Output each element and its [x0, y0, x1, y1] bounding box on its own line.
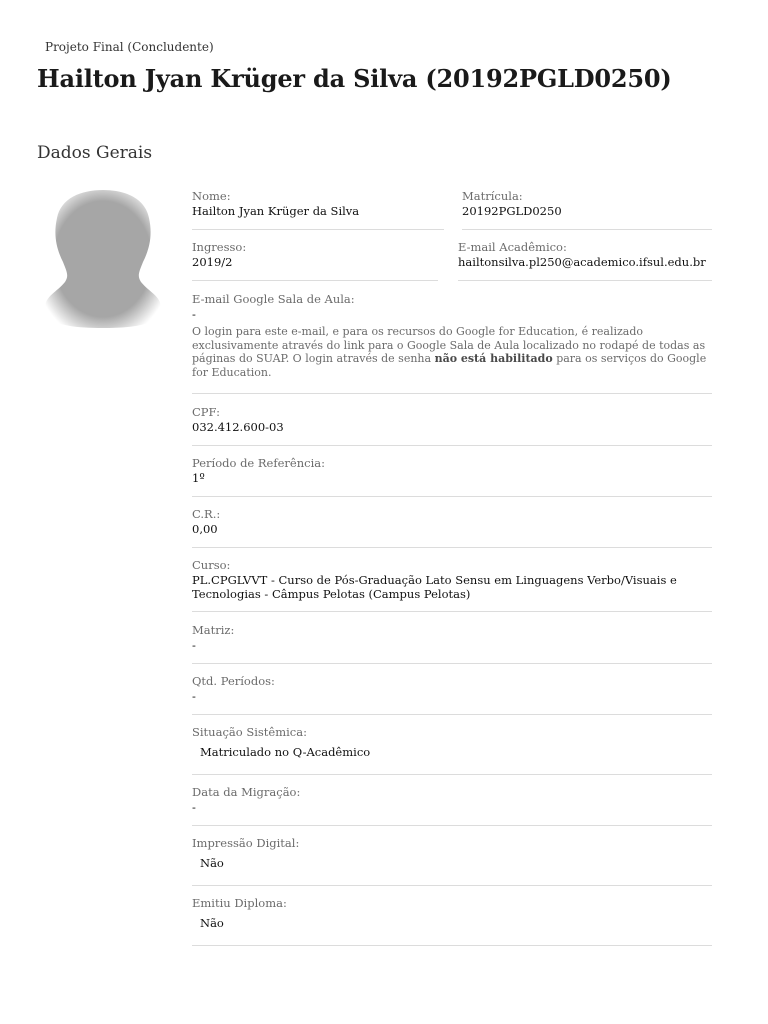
google-login-note	[192, 325, 712, 379]
data-migracao-value: -	[192, 800, 196, 814]
qtd-periodos-value: -	[192, 689, 196, 703]
cr-label: C.R.:	[192, 507, 221, 521]
divider	[192, 945, 712, 946]
field-matriz	[192, 623, 712, 653]
field-email-google	[192, 292, 712, 379]
diploma-label: Emitiu Diploma:	[192, 896, 287, 910]
note-text: O login para este e-mail, e para os recursos do Google for Education, é realizado exclusivamente através do link para o Google Sala de Aula localizado no rodapé de todas as páginas do SUAP. O login através de senha	[192, 325, 706, 365]
cpf-label: CPF:	[192, 405, 220, 419]
email-google-value: -	[192, 307, 196, 321]
nome-label: Nome:	[192, 189, 231, 203]
ingresso-label: Ingresso:	[192, 240, 247, 254]
periodo-label: Período de Referência:	[192, 456, 325, 470]
email-academico-value: hailtonsilva.pl250@academico.ifsul.edu.br	[458, 255, 706, 269]
note-text: para os serviços do Google for Education.	[192, 352, 707, 379]
field-cpf	[192, 405, 712, 435]
situacao-label: Situação Sistêmica:	[192, 725, 307, 739]
cpf-value: 032.412.600-03	[192, 420, 284, 434]
note-emphasis: não está habilitado	[434, 352, 553, 365]
divider	[192, 714, 712, 715]
email-academico-label: E-mail Acadêmico:	[458, 240, 567, 254]
divider	[192, 280, 438, 281]
curso-label: Curso:	[192, 558, 231, 572]
field-cr	[192, 507, 712, 537]
status-badge: Projeto Final (Concludente)	[45, 40, 214, 54]
divider	[192, 229, 444, 230]
divider	[192, 774, 712, 775]
field-emitiu-diploma	[192, 896, 712, 931]
field-matricula	[462, 189, 712, 219]
divider	[192, 393, 712, 394]
divider	[192, 496, 712, 497]
divider	[192, 885, 712, 886]
matricula-label: Matrícula:	[462, 189, 523, 203]
field-ingresso	[192, 240, 444, 270]
curso-value: PL.CPGLVVT - Curso de Pós-Graduação Lato Sensu em Linguagens Verbo/Visuais e Tecnologias - Câmpus Pelotas (Campus Pelotas)	[192, 573, 677, 601]
matriz-label: Matriz:	[192, 623, 235, 637]
divider	[192, 663, 712, 664]
field-data-migracao	[192, 785, 712, 815]
cr-value: 0,00	[192, 522, 218, 536]
periodo-value: 1º	[192, 471, 205, 485]
field-email-academico	[458, 240, 716, 270]
email-google-label: E-mail Google Sala de Aula:	[192, 292, 355, 306]
divider	[462, 229, 712, 230]
field-curso	[192, 558, 712, 601]
section-title: Dados Gerais	[37, 143, 153, 163]
field-impressao-digital	[192, 836, 712, 871]
situacao-value: Matriculado no Q-Acadêmico	[200, 745, 371, 759]
impressao-label: Impressão Digital:	[192, 836, 300, 850]
nome-value: Hailton Jyan Krüger da Silva	[192, 204, 360, 218]
matriz-value: -	[192, 638, 196, 652]
divider	[192, 547, 712, 548]
divider	[192, 825, 712, 826]
matricula-value: 20192PGLD0250	[462, 204, 562, 218]
field-qtd-periodos	[192, 674, 712, 704]
divider	[458, 280, 712, 281]
field-situacao-sistemica	[192, 725, 712, 760]
qtd-periodos-label: Qtd. Períodos:	[192, 674, 275, 688]
impressao-value: Não	[200, 856, 224, 870]
divider	[192, 445, 712, 446]
user-silhouette-icon	[45, 188, 161, 328]
data-migracao-label: Data da Migração:	[192, 785, 301, 799]
field-nome	[192, 189, 444, 219]
avatar	[45, 188, 161, 328]
divider	[192, 611, 712, 612]
field-periodo-referencia	[192, 456, 712, 486]
page-title: Hailton Jyan Krüger da Silva (20192PGLD0250)	[37, 64, 672, 93]
diploma-value: Não	[200, 916, 224, 930]
ingresso-value: 2019/2	[192, 255, 233, 269]
